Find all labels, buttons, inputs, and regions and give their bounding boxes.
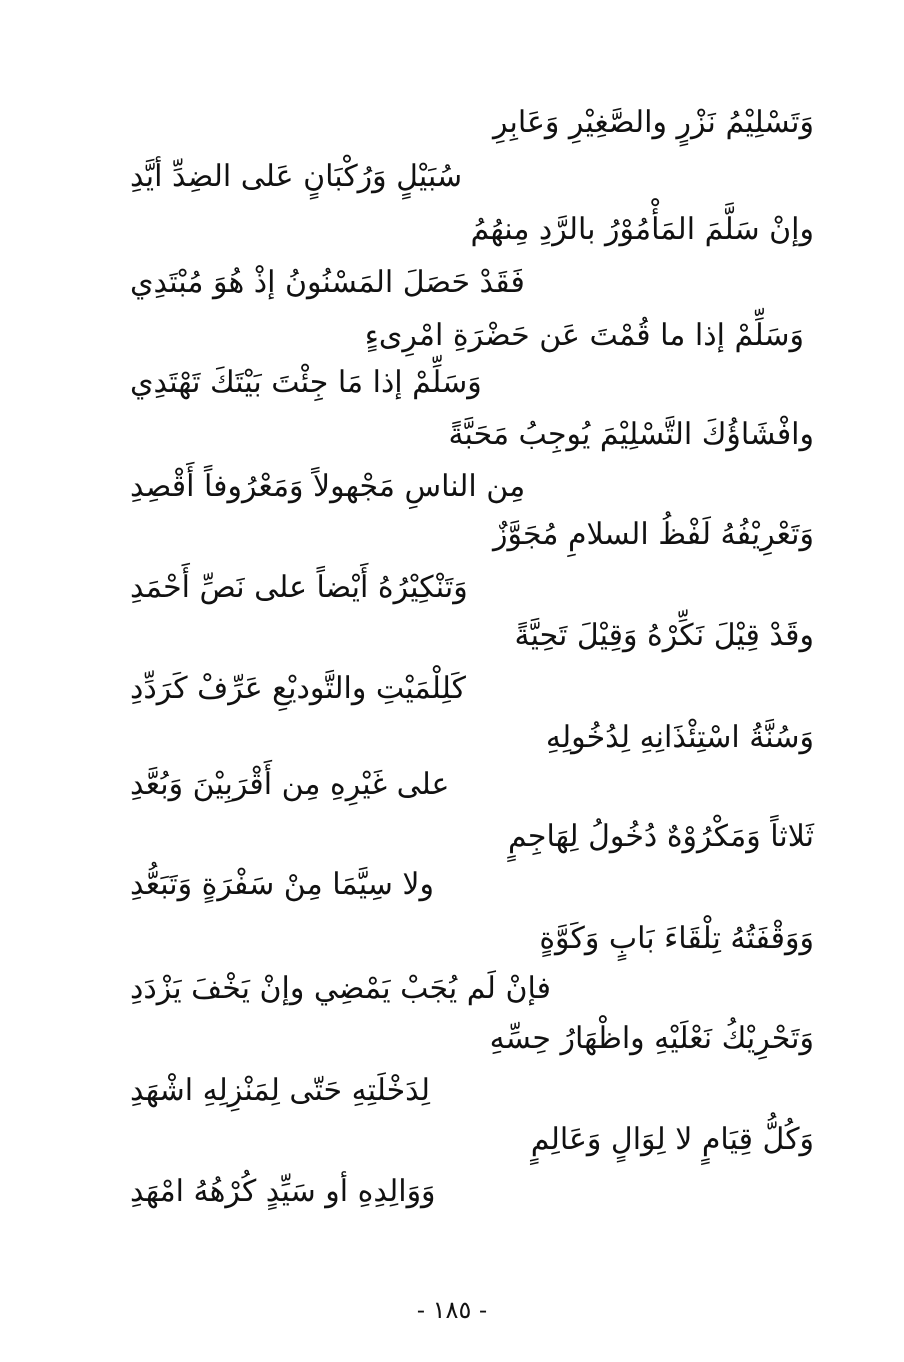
verse-7-first-hemistich: وَسُنَّةُ اسْتِئْذَانِهِ لِدُخُولِهِ	[545, 720, 814, 755]
verse-5-second-hemistich: وَتَنْكِيْرُهُ أَيْضاً على نَصِّ أَحْمَدِ	[130, 570, 468, 605]
verse-11-first-hemistich: وَكُلُّ قِيَامٍ لا لِوَالٍ وَعَالِمٍ	[530, 1122, 814, 1157]
verse-6-second-hemistich: كَلِلْمَيْتِ والتَّوديْعِ عَرِّفْ كَرَدِّدِ	[130, 671, 466, 706]
verse-9-second-hemistich: فإنْ لَم يُجَبْ يَمْضِي وإنْ يَخْفَ يَزْدَدِ	[130, 971, 551, 1006]
verse-1-first-hemistich: وَتَسْلِيْمُ نَزْرٍ والصَّغِيْرِ وَعَابِرِ	[492, 105, 814, 140]
verse-2-second-hemistich: فَقَدْ حَصَلَ المَسْنُونُ إذْ هُوَ مُبْتَدِي	[130, 265, 525, 300]
page-number: - ١٨٥ -	[416, 1296, 488, 1324]
verse-3-first-hemistich: وَسَلِّمْ إذا ما قُمْتَ عَن حَضْرَةِ امْرِىءٍ	[364, 318, 804, 353]
verse-4-second-hemistich: مِن الناسِ مَجْهولاً وَمَعْرُوفاً أَقْصِدِ	[130, 469, 526, 504]
verse-6-first-hemistich: وقَدْ قِيْلَ نَكِّرْهُ وَقِيْلَ تَحِيَّةً	[514, 618, 814, 653]
verse-8-second-hemistich: ولا سِيَّمَا مِنْ سَفْرَةٍ وَتَبَعُّدِ	[130, 867, 435, 902]
verse-1-second-hemistich: سُبَيْلٍ وَرُكْبَانٍ عَلى الضِدِّ أيَّدِ	[130, 159, 463, 194]
verse-10-first-hemistich: وَتَحْرِيْكُ نَعْلَيْهِ واظْهَارُ حِسِّهِ	[489, 1021, 814, 1056]
verse-7-second-hemistich: على غَيْرِهِ مِن أَقْرَبِيْنَ وَبُعَّدِ	[130, 767, 450, 802]
verse-5-first-hemistich: وَتَعْرِيْفُهُ لَفْظُ السلامِ مُجَوَّزٌ	[492, 517, 814, 552]
verse-9-first-hemistich: وَوَقْفَتُهُ تِلْقَاءَ بَابٍ وَكَوَّةٍ	[539, 921, 814, 956]
verse-4-first-hemistich: وافْشَاؤُكَ التَّسْلِيْمَ يُوجِبُ مَحَبَّةً	[448, 417, 814, 452]
verse-3-second-hemistich: وَسَلِّمْ إذا مَا جِئْتَ بَيْتَكَ تَهْتَدِي	[130, 365, 482, 400]
verse-10-second-hemistich: لِدَخْلَتِهِ حَتّى لِمَنْزِلِهِ اشْهَدِ	[130, 1073, 431, 1108]
verse-2-first-hemistich: وإنْ سَلَّمَ المَأْمُوْرُ بالرَّدِ مِنهُمُ	[470, 212, 814, 247]
verse-8-first-hemistich: ثَلاثاً وَمَكْرُوْهٌ دُخُولُ لِهَاجِمٍ	[507, 819, 814, 854]
verse-11-second-hemistich: وَوَالِدِهِ أو سَيِّدٍ كُرْهُهُ امْهَدِ	[130, 1174, 436, 1209]
